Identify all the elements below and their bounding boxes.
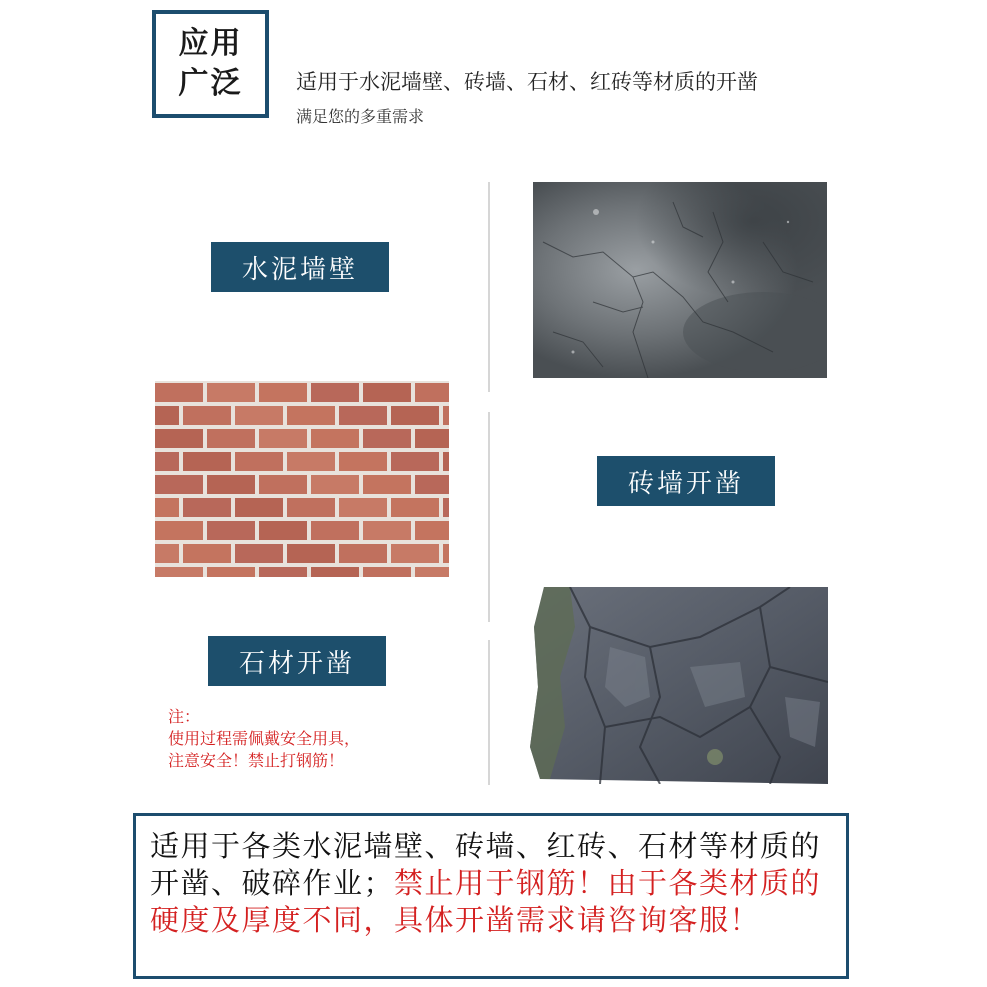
- stone-photo: [530, 587, 828, 784]
- brick: [155, 429, 203, 448]
- note-title: 注：: [168, 707, 201, 726]
- brick: [363, 475, 411, 494]
- summary-text: 适用于各类水泥墙壁、砖墙、红砖、石材等材质的开凿、破碎作业；: [150, 829, 822, 900]
- divider-bottom: [488, 640, 490, 785]
- note-line-1: 使用过程需佩戴安全用具，: [168, 729, 361, 748]
- label-brick-wall: 砖墙开凿: [597, 456, 775, 506]
- brick-wall-image: [155, 381, 449, 577]
- brick: [207, 567, 255, 577]
- brick: [259, 475, 307, 494]
- brick: [235, 452, 283, 471]
- brick: [155, 452, 179, 471]
- header-subdescription: 满足您的多重需求: [296, 107, 425, 126]
- cement-wall-image: [533, 182, 827, 378]
- brick: [235, 498, 283, 517]
- brick: [287, 452, 335, 471]
- brick: [391, 544, 439, 563]
- header-badge: [152, 10, 269, 118]
- brick: [339, 406, 387, 425]
- brick: [363, 567, 411, 577]
- brick: [183, 406, 231, 425]
- brick: [311, 567, 359, 577]
- brick: [155, 521, 203, 540]
- brick: [443, 544, 449, 563]
- brick: [415, 429, 449, 448]
- brick: [183, 452, 231, 471]
- brick: [183, 544, 231, 563]
- brick: [363, 383, 411, 402]
- brick: [287, 498, 335, 517]
- label-cement-wall: 水泥墙壁: [211, 242, 389, 292]
- brick: [415, 567, 449, 577]
- brick: [155, 383, 203, 402]
- brick: [155, 544, 179, 563]
- brick: [235, 406, 283, 425]
- divider-middle: [488, 412, 490, 622]
- brick: [287, 544, 335, 563]
- brick: [183, 498, 231, 517]
- brick: [207, 383, 255, 402]
- brick: [443, 452, 449, 471]
- brick: [415, 383, 449, 402]
- brick: [259, 429, 307, 448]
- brick: [415, 475, 449, 494]
- brick: [339, 452, 387, 471]
- brick: [363, 429, 411, 448]
- brick: [207, 475, 255, 494]
- note-line-2: 注意安全！禁止打钢筋！: [168, 751, 345, 770]
- brick-wall-photo: [155, 381, 449, 577]
- brick: [235, 544, 283, 563]
- brick: [259, 567, 307, 577]
- brick: [287, 406, 335, 425]
- brick: [259, 383, 307, 402]
- stone-image: [530, 587, 828, 784]
- brick: [311, 383, 359, 402]
- brick: [311, 475, 359, 494]
- brick: [259, 521, 307, 540]
- brick: [391, 452, 439, 471]
- brick: [391, 498, 439, 517]
- badge-line-2: 广泛: [178, 66, 243, 101]
- brick: [311, 521, 359, 540]
- brick: [339, 498, 387, 517]
- safety-note: [168, 706, 360, 772]
- brick: [155, 475, 203, 494]
- brick: [415, 521, 449, 540]
- brick: [443, 406, 449, 425]
- brick: [339, 544, 387, 563]
- brick: [155, 498, 179, 517]
- label-stone: 石材开凿: [208, 636, 386, 686]
- brick: [443, 498, 449, 517]
- brick: [207, 521, 255, 540]
- summary-box: [133, 813, 849, 979]
- header-description: 适用于水泥墙壁、砖墙、石材、红砖等材质的开凿: [296, 70, 758, 94]
- brick: [311, 429, 359, 448]
- badge-line-1: 应用: [178, 26, 243, 61]
- brick: [155, 406, 179, 425]
- divider-top: [488, 182, 490, 392]
- brick: [155, 567, 203, 577]
- summary-warning: 禁止用于钢筋！由于各类材质的硬度及厚度不同，具体开凿需求请咨询客服！: [150, 866, 822, 937]
- brick: [207, 429, 255, 448]
- brick: [391, 406, 439, 425]
- cement-wall-photo: [533, 182, 827, 378]
- brick: [363, 521, 411, 540]
